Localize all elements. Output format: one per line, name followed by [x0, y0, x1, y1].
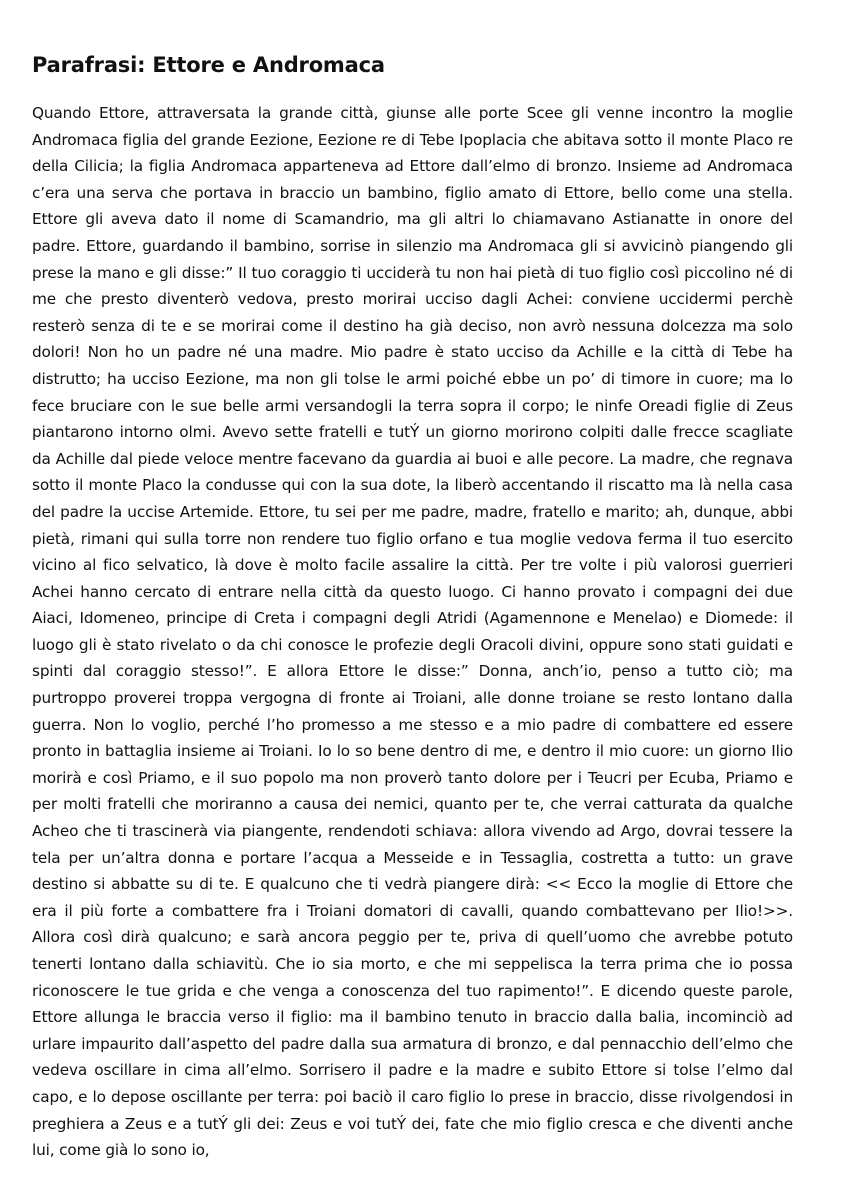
document-title: Parafrasi: Ettore e Andromaca [32, 53, 385, 77]
document-page [32, 50, 793, 1164]
document-body-paragraph: Quando Ettore, attraversata la grande città, giunse alle porte Scee gli venne incontro la moglie Andromaca figlia del grande Eezione, Eezione re di Tebe Ipoplacia che abitava sotto il monte Placo re della Cilicia; la figlia Andromaca apparteneva ad Ettore dall’elmo di bronzo. Insieme ad Andromaca c’era una serva che portava in braccio un bambino, figlio amato di Ettore, bello come una stella. Ettore gli aveva dato il nome di Scamandrio, ma gli altri lo chiamavano Astianatte in onore del padre. Ettore, guardando il bambino, sorrise in silenzio ma Andromaca gli si avvicinò piangendo gli prese la mano e gli disse:” Il tuo coraggio ti ucciderà tu non hai pietà di tuo figlio così piccolino né di me che presto diventerò vedova, presto morirai ucciso dagli Achei: conviene uccidermi perchè resterò senza di te e se morirai come il destino ha già deciso, non avrò nessuna dolcezza ma solo dolori! Non ho un padre né una madre. Mio padre è stato ucciso da Achille e la città di Tebe ha distrutto; ha ucciso Eezione, ma non gli tolse le armi poiché ebbe un po’ di timore in cuore; ma lo fece bruciare con le sue belle armi versandogli la terra sopra il corpo; le ninfe Oreadi figlie di Zeus piantarono intorno olmi. Avevo sette fratelli e tutÝ un giorno morirono colpiti dalle frecce scagliate da Achille dal piede veloce mentre facevano da guardia ai buoi e alle pecore. La madre, che regnava sotto il monte Placo la condusse qui con la sua dote, la liberò accentando il riscatto ma là nella casa del padre la uccise Artemide. Ettore, tu sei per me padre, madre, fratello e marito; ah, dunque, abbi pietà, rimani qui sulla torre non rendere tuo figlio orfano e tua moglie vedova ferma il tuo esercito vicino al fico selvatico, là dove è molto facile assalire la città. Per tre volte i più valorosi guerrieri Achei hanno cercato di entrare nella città da questo luogo. Ci hanno provato i compagni dei due Aiaci, Idomeneo, principe di Creta i compagni degli Atridi (Agamennone e Menelao) e Diomede: il luogo gli è stato rivelato o da chi conosce le profezie degli Oracoli divini, oppure sono stati guidati e spinti dal coraggio stesso!”. E allora Ettore le disse:” Donna, anch’io, penso a tutto ciò; ma purtroppo proverei troppa vergogna di fronte ai Troiani, alle donne troiane se resto lontano dalla guerra. Non lo voglio, perché l’ho promesso a me stesso e a mio padre di combattere ed essere pronto in battaglia insieme ai Troiani. Io lo so bene dentro di me, e dentro il mio cuore: un giorno Ilio morirà e così Priamo, e il suo popolo ma non proverò tanto dolore per i Teucri per Ecuba, Priamo e per molti fratelli che moriranno a causa dei nemici, quanto per te, che verrai catturata da qualche Acheo che ti trascinerà via piangente, rendendoti schiava: allora vivendo ad Argo, dovrai tessere la tela per un’altra donna e portare l’acqua a Messeide e in Tessaglia, costretta a tutto: un grave destino si abbatte su di te. E qualcuno che ti vedrà piangere dirà: << Ecco la moglie di Ettore che era il più forte a combattere fra i Troiani domatori di cavalli, quando combattevano per Ilio!>>. Allora così dirà qualcuno; e sarà ancora peggio per te, priva di quell’uomo che avrebbe potuto tenerti lontano dalla schiavitù. Che io sia morto, e che mi seppelisca la terra prima che io possa riconoscere le tue grida e che venga a conoscenza del tuo rapimento!”. E dicendo queste parole, Ettore allunga le braccia verso il figlio: ma il bambino tenuto in braccio dalla balia, incominciò ad urlare impaurito dall’aspetto del padre dalla sua armatura di bronzo, e dal pennacchio dell’elmo che vedeva oscillare in cima all’elmo. Sorrisero il padre e la madre e subito Ettore si tolse l’elmo dal capo, e lo depose oscillante per terra: poi baciò il caro figlio lo prese in braccio, disse rivolgendosi in preghiera a Zeus e a tutÝ gli dei: Zeus e voi tutÝ dei, fate che mio figlio cresca e che diventi anche lui, come già lo sono io, [32, 104, 793, 1160]
